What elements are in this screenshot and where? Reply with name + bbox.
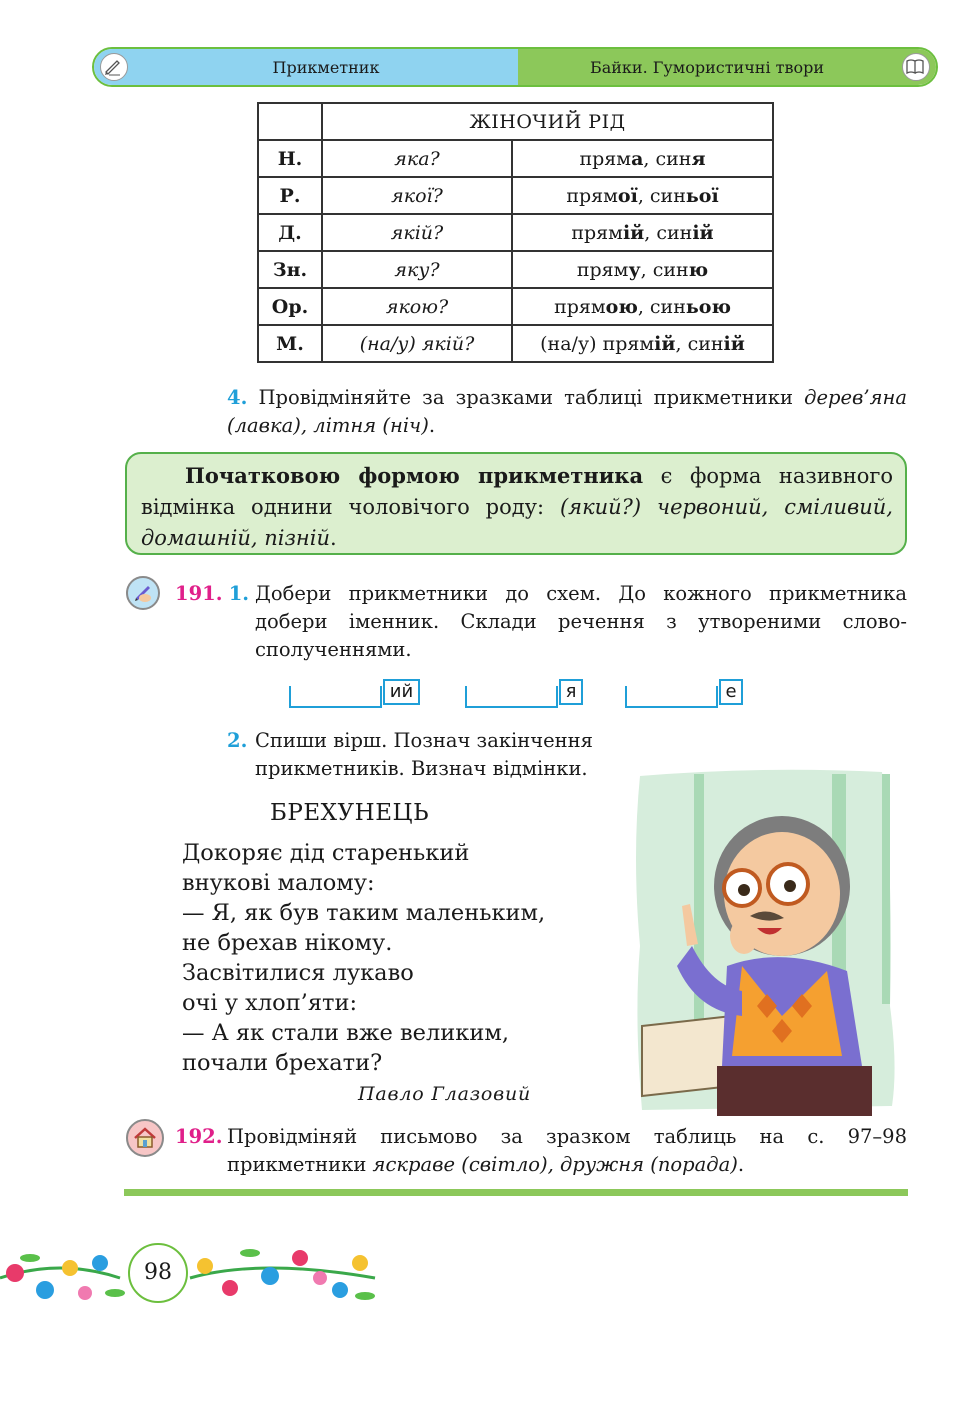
header-right-section <box>518 49 936 85</box>
table-title: ЖІНОЧИЙ РІД <box>322 103 773 140</box>
table-row <box>258 177 773 214</box>
separator: , <box>675 332 688 355</box>
case-abbreviation: Зн. <box>258 251 322 288</box>
rule-examples: (який?) червоний, сміливий, домашній, пізній <box>141 495 893 550</box>
table-row <box>258 140 773 177</box>
case-abbreviation: Р. <box>258 177 322 214</box>
task-words: яскраве (світло), дружня (порада) <box>372 1153 738 1176</box>
case-question: якій? <box>322 214 512 251</box>
chapter-header <box>92 47 938 87</box>
task-number: 4. <box>227 386 248 409</box>
subtask-number: 2. <box>227 729 248 752</box>
stem: прям <box>579 147 632 170</box>
header-chapter-title: Байки. Гумористичні твори <box>589 58 825 77</box>
poem-line: Докоряє дід старенький <box>182 840 470 866</box>
separator: , <box>637 184 650 207</box>
poem-line: очі у хлоп’яти: <box>182 990 358 1016</box>
writing-hand-icon <box>126 576 160 610</box>
example-forms <box>512 251 773 288</box>
ending: ою <box>605 295 638 318</box>
task-words: дерев’яна (лавка), літня (ніч) <box>227 386 907 437</box>
stem: син <box>687 332 724 355</box>
poem-line: — Я, як був таким маленьким, <box>182 900 546 926</box>
case-abbreviation: М. <box>258 325 322 362</box>
ending: я <box>691 147 706 170</box>
ending: у <box>628 258 641 281</box>
poem-body <box>182 838 545 1078</box>
book-icon <box>902 53 930 81</box>
stem: син <box>652 258 689 281</box>
grandfather-illustration <box>632 766 900 1116</box>
stem: (на/у) прям <box>540 332 655 355</box>
ending: ій <box>692 221 714 244</box>
word-blank <box>289 686 382 708</box>
example-forms <box>512 214 773 251</box>
declension-table <box>257 102 774 363</box>
stem: прям <box>566 184 618 207</box>
stem: прям <box>571 221 623 244</box>
home-icon <box>126 1119 164 1157</box>
flower-garland-decoration <box>0 1238 380 1310</box>
ending: ій <box>622 221 645 244</box>
poem-title: БРЕХУНЕЦЬ <box>270 800 430 826</box>
task-end: . <box>737 1153 745 1176</box>
case-abbreviation: Ор. <box>258 288 322 325</box>
poem-line: Засвітилися лукаво <box>182 960 414 986</box>
poem-line: не брехав нікому. <box>182 930 393 956</box>
case-question: яка? <box>322 140 512 177</box>
table-row <box>258 251 773 288</box>
task-191 <box>175 580 907 664</box>
bottom-divider <box>124 1189 908 1196</box>
stem: син <box>649 184 686 207</box>
case-question: (на/у) якій? <box>322 325 512 362</box>
poem-author: Павло Глазовий <box>358 1083 532 1105</box>
table-row <box>258 214 773 251</box>
separator: , <box>640 258 653 281</box>
rule-term: Початковою формою прикметника <box>185 463 644 488</box>
ending: ьою <box>685 295 731 318</box>
ending: ої <box>617 184 638 207</box>
task-text: Провідміняйте за зразками таблиці прикметники <box>258 386 805 409</box>
poem-line: — А як стали вже великим, <box>182 1020 509 1046</box>
header-left-section <box>94 49 518 85</box>
task-text-main: Провідміняй письмово за зразком таблиць на с. 97–98 прикметники <box>227 1125 907 1176</box>
case-abbreviation: Д. <box>258 214 322 251</box>
ending-box: е <box>719 679 743 705</box>
poem-line: почали брехати? <box>182 1050 383 1076</box>
case-question: якою? <box>322 288 512 325</box>
page-number-badge <box>128 1243 188 1303</box>
separator: , <box>644 221 657 244</box>
table-header-row <box>258 103 773 140</box>
task-number: 192. <box>175 1125 223 1148</box>
example-forms <box>512 140 773 177</box>
rule-box <box>125 452 907 555</box>
stem: син <box>656 221 693 244</box>
poem-line: внукові малому: <box>182 870 375 896</box>
ending-box: я <box>559 679 583 705</box>
example-forms <box>512 325 773 362</box>
ending: ій <box>723 332 745 355</box>
word-blank <box>625 686 718 708</box>
separator: , <box>637 295 650 318</box>
case-abbreviation: Н. <box>258 140 322 177</box>
rule-text: є форма називного відмінка однини чоловічого роду: <box>141 464 893 519</box>
task-text: Добери прикметники до схем. До кожного прикметника добери іменник. Склади речення з утвореними словосполученнями. <box>255 582 907 661</box>
subtask-text: Спиши вірш. Познач закінчення прикметників. Визнач відмінки. <box>255 729 593 780</box>
ending: ій <box>654 332 676 355</box>
ending: а <box>631 147 644 170</box>
page-number: 98 <box>144 1260 172 1285</box>
table-corner-cell <box>258 103 322 140</box>
task-text <box>227 1123 907 1179</box>
subtask-number: 1. <box>228 582 250 605</box>
header-section-title: Прикметник <box>272 58 380 77</box>
task-192 <box>175 1123 907 1179</box>
stem: прям <box>554 295 606 318</box>
ending: ю <box>688 258 709 281</box>
stem: син <box>649 295 686 318</box>
table-row <box>258 325 773 362</box>
ending-box: ий <box>383 679 420 705</box>
rule-end: . <box>329 526 337 550</box>
task-4 <box>227 384 907 440</box>
stem: прям <box>576 258 629 281</box>
example-forms <box>512 177 773 214</box>
case-question: яку? <box>322 251 512 288</box>
word-blank <box>465 686 558 708</box>
example-forms <box>512 288 773 325</box>
case-question: якої? <box>322 177 512 214</box>
task-end: . <box>428 414 436 437</box>
separator: , <box>643 147 656 170</box>
task-number: 191. <box>175 582 223 605</box>
stem: син <box>655 147 692 170</box>
table-row <box>258 288 773 325</box>
ending: ьої <box>685 184 719 207</box>
